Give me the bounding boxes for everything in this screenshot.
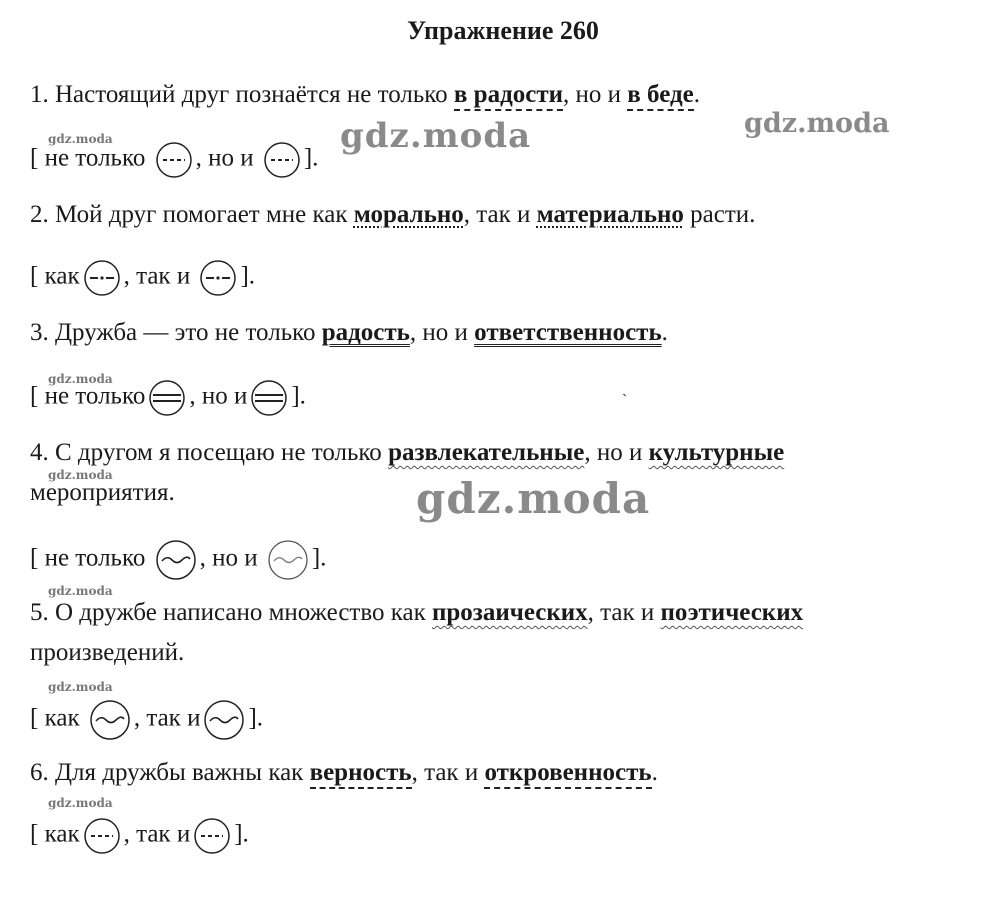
dash-dot-circle-icon xyxy=(198,258,238,298)
predicate-word: радость xyxy=(321,319,410,346)
conjunction-text: , так и xyxy=(463,201,537,228)
sentence-text: 5. О дружбе написано множество как xyxy=(30,599,432,626)
bracket: ]. xyxy=(303,144,319,172)
attribute-word: поэтических xyxy=(660,599,804,626)
conjunction-text: , но и xyxy=(584,439,649,466)
bracket: [ xyxy=(30,382,39,410)
sentence-text: расти. xyxy=(683,201,756,228)
sentence-text: 3. Дружба — это не только xyxy=(30,319,322,346)
object-word: в радости xyxy=(454,81,563,111)
attribute-word: прозаических xyxy=(431,599,588,626)
sentence-3 xyxy=(30,318,668,348)
sentence-2 xyxy=(30,200,755,230)
conjunction-text: , но и xyxy=(409,319,475,346)
dashes-circle-icon xyxy=(192,816,232,856)
punctuation: . xyxy=(651,759,658,786)
conjunction-text: , так и xyxy=(587,599,661,626)
sentence-text: 1. Настоящий друг познаётся не только xyxy=(30,81,454,108)
conjunction-text: , но и xyxy=(563,81,628,108)
wave-circle-icon xyxy=(154,538,198,582)
double-line-circle-icon xyxy=(147,378,187,418)
watermark: gdz.moda xyxy=(48,468,113,482)
sentence-text: 2. Мой друг помогает мне как xyxy=(30,201,354,228)
scheme-conjunction: , так и xyxy=(133,704,201,732)
scheme-conjunction: не только xyxy=(44,382,146,410)
bracket: [ xyxy=(30,820,39,848)
object-word: верность xyxy=(310,759,412,789)
attribute-word: развлекательные xyxy=(388,439,585,466)
scheme-2 xyxy=(30,258,255,298)
attribute-word: культурные xyxy=(648,439,785,466)
exercise-title: Упражнение 260 xyxy=(407,16,599,45)
sentence-4-continued: мероприятия. xyxy=(30,479,175,506)
conjunction-text: , так и xyxy=(411,759,485,786)
wave-circle-icon xyxy=(202,698,246,742)
watermark: gdz.moda xyxy=(340,116,532,156)
watermark: gdz.moda xyxy=(416,474,651,523)
scheme-conjunction: не только xyxy=(44,544,146,572)
scheme-5 xyxy=(30,698,263,742)
adverbial-word: морально xyxy=(353,201,464,228)
scheme-conjunction: , так и xyxy=(123,820,191,848)
double-line-circle-icon xyxy=(249,378,289,418)
wave-circle-icon xyxy=(266,538,310,582)
bracket: [ xyxy=(30,544,39,572)
scheme-conjunction: как xyxy=(44,262,80,290)
stray-mark: ` xyxy=(622,392,628,409)
watermark: gdz.moda xyxy=(48,796,113,810)
bracket: [ xyxy=(30,144,39,172)
sentence-6 xyxy=(30,758,658,788)
bracket: [ xyxy=(30,262,39,290)
bracket: ]. xyxy=(311,544,327,572)
scheme-conjunction: , но и xyxy=(195,144,254,172)
dash-dot-circle-icon xyxy=(82,258,122,298)
dashes-circle-icon xyxy=(154,140,194,180)
bracket: ]. xyxy=(240,262,256,290)
scheme-conjunction: не только xyxy=(44,144,146,172)
sentence-1 xyxy=(30,80,700,110)
scheme-1 xyxy=(30,140,318,180)
bracket: ]. xyxy=(234,820,249,848)
sentence-5 xyxy=(30,598,803,628)
watermark: gdz.moda xyxy=(48,584,113,598)
predicate-word: ответственность xyxy=(474,319,662,346)
watermark: gdz.moda xyxy=(744,108,890,139)
sentence-text: 6. Для дружбы важны как xyxy=(30,759,310,786)
bracket: [ xyxy=(30,704,39,732)
watermark: gdz.moda xyxy=(48,372,113,386)
object-word: в беде xyxy=(627,81,693,111)
scheme-conjunction: , но и xyxy=(189,382,248,410)
adverbial-word: материально xyxy=(536,201,684,228)
dashes-circle-icon xyxy=(262,140,302,180)
watermark: gdz.moda xyxy=(48,680,113,694)
scheme-conjunction: , но и xyxy=(199,544,258,572)
dashes-circle-icon xyxy=(82,816,122,856)
sentence-5-continued: произведений. xyxy=(30,639,185,666)
sentence-4 xyxy=(30,438,784,468)
scheme-conjunction: как xyxy=(44,704,80,732)
bracket: ]. xyxy=(248,704,264,732)
sentence-text: 4. С другом я посещаю не только xyxy=(30,439,389,466)
punctuation: . xyxy=(693,81,700,108)
scheme-conjunction: , так и xyxy=(123,262,191,290)
wave-circle-icon xyxy=(88,698,132,742)
scheme-6 xyxy=(30,816,249,856)
punctuation: . xyxy=(661,319,668,346)
scheme-4 xyxy=(30,538,326,582)
watermark: gdz.moda xyxy=(48,132,113,146)
scheme-conjunction: как xyxy=(44,820,80,848)
bracket: ]. xyxy=(291,382,306,410)
object-word: откровенность xyxy=(484,759,651,789)
